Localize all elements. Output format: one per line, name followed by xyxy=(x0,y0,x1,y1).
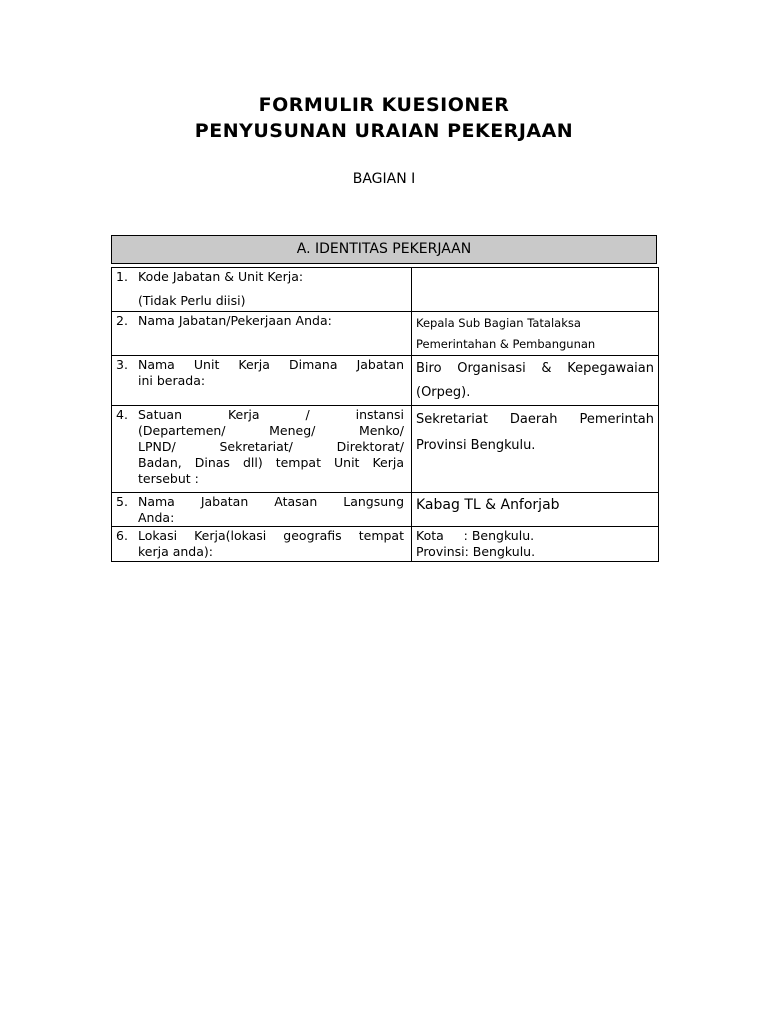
row6-value-line1: Kota : Bengkulu. xyxy=(416,528,535,543)
table-row xyxy=(112,406,659,493)
row4-value-cell xyxy=(412,406,659,493)
row3-label-cell xyxy=(112,356,412,406)
row3-label-line1: Nama Unit Kerja Dimana Jabatan xyxy=(138,357,404,372)
row6-label-line1: Lokasi Kerja(lokasi geografis tempat xyxy=(138,528,404,543)
row4-value-line2: Provinsi Bengkulu. xyxy=(416,438,536,453)
row3-label-line2: ini berada: xyxy=(138,373,206,388)
row3-value-line1: Biro Organisasi & Kepegawaian xyxy=(416,361,654,376)
row6-number: 6. xyxy=(116,528,128,543)
row3-value-line2: (Orpeg). xyxy=(416,385,471,400)
identity-table xyxy=(111,267,659,562)
row2-value-line1: Kepala Sub Bagian Tatalaksa xyxy=(416,316,581,330)
table-header: A. IDENTITAS PEKERJAAN xyxy=(111,235,657,264)
row4-label-line1: Satuan Kerja / instansi xyxy=(138,407,404,422)
row1-label-cell xyxy=(112,268,412,312)
row5-label-line2: Anda: xyxy=(138,510,175,525)
row5-label-line1: Nama Jabatan Atasan Langsung xyxy=(138,494,404,509)
row1-number: 1. xyxy=(116,269,128,284)
row4-label-line4: Badan, Dinas dll) tempat Unit Kerja xyxy=(138,455,404,470)
form-title-line1: FORMULIR KUESIONER xyxy=(258,94,510,116)
table-row xyxy=(112,268,659,312)
row4-label-line2: (Departemen/ Meneg/ Menko/ xyxy=(138,423,404,438)
row5-label-cell xyxy=(112,493,412,527)
row2-value-line2: Pemerintahan & Pembangunan xyxy=(416,337,596,351)
row2-number: 2. xyxy=(116,313,128,328)
row4-value-line1: Sekretariat Daerah Pemerintah xyxy=(416,412,654,427)
row4-label-line3: LPND/ Sekretariat/ Direktorat/ xyxy=(138,439,404,454)
row5-value-cell xyxy=(412,493,659,527)
row3-value-cell xyxy=(412,356,659,406)
row1-value-cell xyxy=(412,268,659,312)
row1-label: Kode Jabatan & Unit Kerja: xyxy=(138,269,304,284)
row2-value-cell xyxy=(412,312,659,356)
row2-label-cell xyxy=(112,312,412,356)
row4-label-cell xyxy=(112,406,412,493)
row6-label-cell xyxy=(112,527,412,562)
table-row xyxy=(112,312,659,356)
row5-number: 5. xyxy=(116,494,128,509)
section-label: BAGIAN I xyxy=(352,171,416,187)
row4-number: 4. xyxy=(116,407,128,422)
row3-number: 3. xyxy=(116,357,128,372)
row6-label-line2: kerja anda): xyxy=(138,544,213,559)
row4-label-line5: tersebut : xyxy=(138,471,199,486)
row1-note: (Tidak Perlu diisi) xyxy=(138,293,246,308)
row6-value-cell xyxy=(412,527,659,562)
form-title-line2: PENYUSUNAN URAIAN PEKERJAAN xyxy=(194,120,574,142)
table-row xyxy=(112,527,659,562)
row2-label: Nama Jabatan/Pekerjaan Anda: xyxy=(138,313,332,328)
table-row xyxy=(112,493,659,527)
table-row xyxy=(112,356,659,406)
row5-value: Kabag TL & Anforjab xyxy=(416,497,560,513)
row6-value-line2: Provinsi: Bengkulu. xyxy=(416,544,536,559)
